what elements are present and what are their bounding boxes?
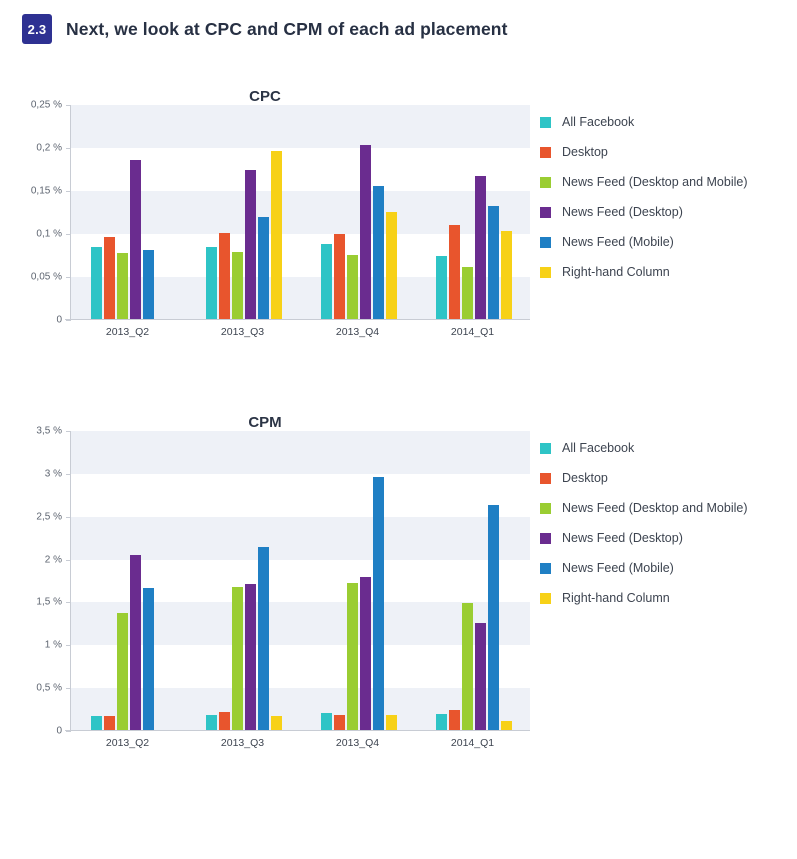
y-tick-label: 3 % <box>44 468 62 480</box>
legend-item[interactable] <box>540 591 748 605</box>
bar <box>91 716 102 731</box>
y-tick-label: 2,5 % <box>36 511 62 523</box>
bar <box>245 584 256 731</box>
bar <box>334 715 345 731</box>
legend-swatch-icon <box>540 593 551 604</box>
bar-group <box>435 105 513 320</box>
y-tick-label: 2 % <box>44 554 62 566</box>
bar <box>258 217 269 320</box>
bar <box>501 231 512 320</box>
bar <box>271 716 282 731</box>
cpc-chart <box>0 88 797 342</box>
bar <box>488 206 499 320</box>
bar <box>373 477 384 731</box>
cpm-chart-title: CPM <box>248 414 282 431</box>
cpm-chart <box>0 414 797 753</box>
y-tick-mark <box>66 105 71 106</box>
y-tick-mark <box>66 688 71 689</box>
legend-item[interactable] <box>540 265 748 279</box>
bar <box>130 555 141 731</box>
bar <box>475 176 486 320</box>
bar <box>143 588 154 731</box>
bar <box>219 712 230 731</box>
x-tick-label: 2013_Q2 <box>105 737 150 749</box>
legend-swatch-icon <box>540 503 551 514</box>
bar <box>104 237 115 320</box>
bar-group <box>435 431 513 731</box>
x-tick-label: 2013_Q4 <box>335 326 380 338</box>
y-tick-label: 0,05 % <box>30 271 62 283</box>
y-tick-label: 0 <box>56 314 62 326</box>
legend-item-label: All Facebook <box>562 115 635 129</box>
bar <box>143 250 154 320</box>
bar <box>232 252 243 320</box>
cpc-x-tick-labels <box>70 320 530 342</box>
y-tick-label: 3,5 % <box>36 425 62 437</box>
legend-item[interactable] <box>540 175 748 189</box>
bar <box>360 577 371 731</box>
legend-item[interactable] <box>540 145 748 159</box>
legend-item-label: Right-hand Column <box>562 591 670 605</box>
bar <box>206 715 217 731</box>
bar <box>245 170 256 321</box>
x-tick-label: 2013_Q3 <box>220 737 265 749</box>
y-tick-label: 0,2 % <box>36 142 62 154</box>
legend-swatch-icon <box>540 177 551 188</box>
bar <box>206 247 217 320</box>
legend-swatch-icon <box>540 147 551 158</box>
legend-item-label: Desktop <box>562 471 608 485</box>
legend-item-label: News Feed (Desktop and Mobile) <box>562 501 748 515</box>
legend-item-label: Right-hand Column <box>562 265 670 279</box>
bar <box>488 505 499 731</box>
y-tick-mark <box>66 191 71 192</box>
legend-swatch-icon <box>540 117 551 128</box>
bar <box>258 547 269 731</box>
y-tick-mark <box>66 277 71 278</box>
legend-swatch-icon <box>540 563 551 574</box>
legend-swatch-icon <box>540 443 551 454</box>
y-tick-mark <box>66 431 71 432</box>
y-tick-mark <box>66 474 71 475</box>
y-tick-label: 0,15 % <box>30 185 62 197</box>
bar <box>386 715 397 731</box>
bar <box>449 225 460 320</box>
legend-swatch-icon <box>540 207 551 218</box>
y-tick-label: 0 <box>56 725 62 737</box>
bar-group <box>90 431 168 731</box>
legend-swatch-icon <box>540 533 551 544</box>
bar-group <box>90 105 168 320</box>
legend-item[interactable] <box>540 205 748 219</box>
slide-number-badge: 2.3 <box>22 14 52 44</box>
legend-item[interactable] <box>540 471 748 485</box>
page-title: Next, we look at CPC and CPM of each ad placement <box>66 18 508 39</box>
cpc-legend <box>540 105 748 295</box>
legend-item[interactable] <box>540 531 748 545</box>
legend-item-label: News Feed (Desktop) <box>562 531 683 545</box>
x-tick-label: 2014_Q1 <box>450 737 495 749</box>
legend-item[interactable] <box>540 115 748 129</box>
bar <box>462 603 473 731</box>
legend-item-label: News Feed (Mobile) <box>562 235 674 249</box>
bar <box>436 256 447 320</box>
bar <box>321 244 332 320</box>
bar <box>271 151 282 320</box>
x-tick-label: 2013_Q2 <box>105 326 150 338</box>
bar <box>475 623 486 731</box>
cpm-plot-area <box>36 425 530 737</box>
legend-item-label: Desktop <box>562 145 608 159</box>
y-tick-label: 0,5 % <box>36 682 62 694</box>
bar-group <box>320 431 398 731</box>
bar <box>436 714 447 731</box>
y-tick-mark <box>66 517 71 518</box>
y-tick-label: 1 % <box>44 639 62 651</box>
bar <box>347 583 358 731</box>
legend-item[interactable] <box>540 441 748 455</box>
cpm-legend <box>540 431 748 621</box>
legend-item[interactable] <box>540 235 748 249</box>
legend-item-label: News Feed (Mobile) <box>562 561 674 575</box>
legend-item-label: News Feed (Desktop) <box>562 205 683 219</box>
legend-swatch-icon <box>540 473 551 484</box>
bar <box>232 587 243 731</box>
y-tick-mark <box>66 645 71 646</box>
legend-item[interactable] <box>540 561 748 575</box>
bar <box>462 267 473 320</box>
legend-item-label: News Feed (Desktop and Mobile) <box>562 175 748 189</box>
cpc-plot-area <box>30 99 530 326</box>
bar <box>386 212 397 320</box>
y-tick-label: 1,5 % <box>36 596 62 608</box>
bar <box>219 233 230 320</box>
y-tick-mark <box>66 560 71 561</box>
bar <box>104 716 115 731</box>
y-tick-mark <box>66 234 71 235</box>
bar <box>130 160 141 320</box>
bar <box>449 710 460 731</box>
y-tick-label: 0,25 % <box>30 99 62 111</box>
cpm-x-tick-labels <box>70 731 530 753</box>
y-tick-label: 0,1 % <box>36 228 62 240</box>
bar <box>117 613 128 731</box>
legend-swatch-icon <box>540 267 551 278</box>
bar-group <box>320 105 398 320</box>
y-tick-mark <box>66 602 71 603</box>
cpc-chart-title: CPC <box>249 88 281 105</box>
bar <box>91 247 102 320</box>
bar-group <box>205 105 283 320</box>
bar <box>373 186 384 320</box>
legend-item-label: All Facebook <box>562 441 635 455</box>
legend-item[interactable] <box>540 501 748 515</box>
bar <box>321 713 332 731</box>
slide-header <box>0 0 797 44</box>
bar <box>117 253 128 320</box>
x-tick-label: 2013_Q3 <box>220 326 265 338</box>
x-tick-label: 2014_Q1 <box>450 326 495 338</box>
bar-group <box>205 431 283 731</box>
bar <box>360 145 371 320</box>
x-tick-label: 2013_Q4 <box>335 737 380 749</box>
bar <box>334 234 345 320</box>
bar <box>347 255 358 320</box>
legend-swatch-icon <box>540 237 551 248</box>
y-tick-mark <box>66 148 71 149</box>
